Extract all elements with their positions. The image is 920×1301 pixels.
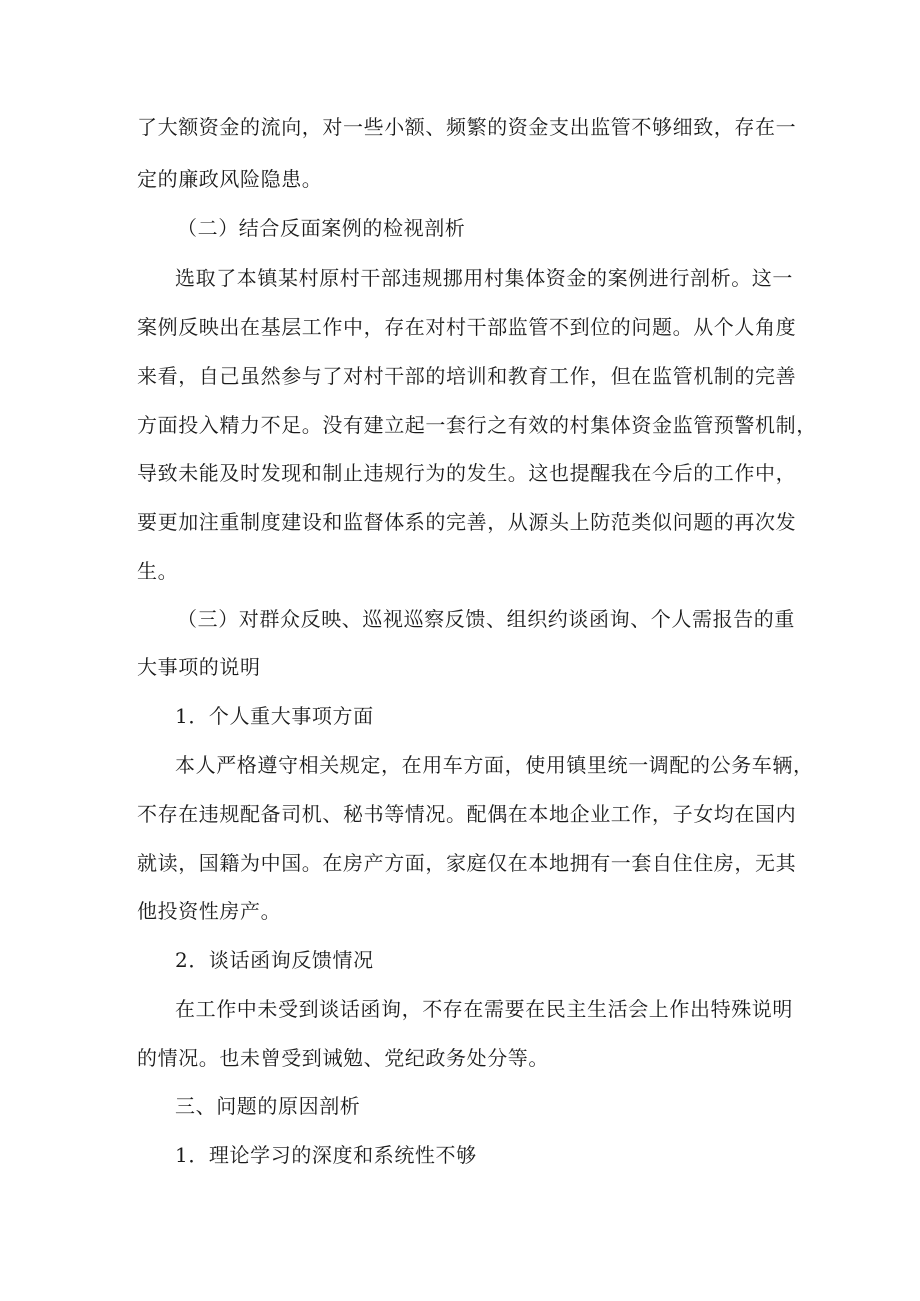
section-heading: （三）对群众反映、巡视巡察反馈、组织约谈函询、个人需报告的重 [177, 607, 795, 631]
body-line: 在工作中未受到谈话函询，不存在需要在民主生活会上作出特殊说明 [175, 997, 793, 1021]
body-line: 案例反映出在基层工作中，存在对村干部监管不到位的问题。从个人角度 [137, 315, 797, 339]
subsection-heading: 1．理论学习的深度和系统性不够 [175, 1143, 477, 1167]
body-line: 导致未能及时发现和制止违规行为的发生。这也提醒我在今后的工作中， [137, 461, 797, 485]
body-line: 了大额资金的流向，对一些小额、频繁的资金支出监管不够细致，存在一 [137, 115, 797, 139]
body-line: 不存在违规配备司机、秘书等情况。配偶在本地企业工作，子女均在国内 [137, 802, 797, 826]
subsection-heading: 1．个人重大事项方面 [175, 704, 374, 728]
body-line: 本人严格遵守相关规定，在用车方面，使用镇里统一调配的公务车辆， [175, 753, 814, 777]
body-line: 生。 [137, 559, 179, 583]
body-line: 要更加注重制度建设和监督体系的完善，从源头上防范类似问题的再次发 [137, 510, 797, 534]
body-line: 就读，国籍为中国。在房产方面，家庭仅在本地拥有一套自住住房，无其 [137, 851, 797, 875]
subsection-heading: 2．谈话函询反馈情况 [175, 948, 374, 972]
section-heading: 大事项的说明 [137, 655, 261, 679]
body-line: 的情况。也未曾受到诫勉、党纪政务处分等。 [137, 1046, 549, 1070]
body-line: 来看，自己虽然参与了对村干部的培训和教育工作，但在监管机制的完善 [137, 364, 797, 388]
section-heading: （二）结合反面案例的检视剖析 [177, 216, 466, 240]
body-line: 选取了本镇某村原村干部违规挪用村集体资金的案例进行剖析。这一 [175, 266, 793, 290]
body-line: 他投资性房产。 [137, 899, 282, 923]
body-line: 定的廉政风险隐患。 [137, 167, 323, 191]
body-line: 方面投入精力不足。没有建立起一套行之有效的村集体资金监管预警机制， [137, 413, 817, 437]
section-heading: 三、问题的原因剖析 [175, 1094, 361, 1118]
